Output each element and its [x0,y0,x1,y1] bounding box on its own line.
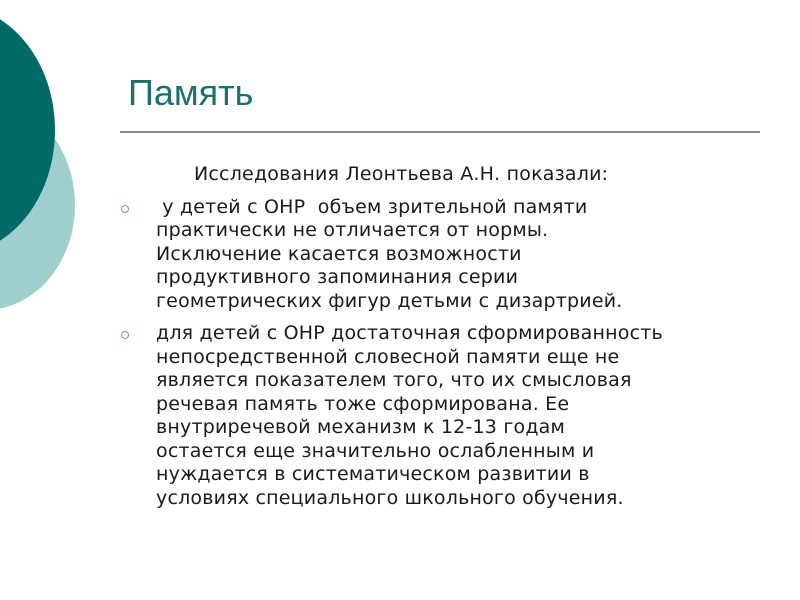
bullet-line: для детей с ОНР достаточная сформированность [156,322,663,344]
bullet-line: условиях специального школьного обучения. [156,486,624,509]
bullet-line: практически не отличается от нормы. [156,219,549,241]
hollow-circle-bullet-icon [121,331,129,339]
bullet-line: Исключение касается возможности [156,242,522,265]
intro-text: Исследования Леонтьева А.Н. показали: [194,163,609,185]
slide-title: Память [128,72,254,113]
bullet-line: речевая память тоже сформирована. Ее [156,392,570,415]
bullet-line: остается еще значительно ослабленным и [156,439,595,462]
bullet-line: нуждается в систематическом развитии в [156,463,590,485]
slide-body [118,163,778,519]
bullet-line: у детей с ОНР объем зрительной памяти [156,195,588,218]
bullet-line: продуктивного запоминания серии [156,266,519,288]
bullet-line: непосредственной словесной памяти еще не [156,345,620,368]
hollow-circle-bullet-icon [121,205,129,213]
bullet-line: внутриречевой механизм к 12-13 годам [156,416,566,438]
bullet-line: является показателем того, что их смысловая [156,369,632,391]
title-divider [120,131,760,133]
bullet-item [118,322,778,510]
bullet-list [118,196,778,511]
bullet-item [118,196,778,314]
bullet-line: геометрических фигур детьми с дизартрией. [156,289,623,312]
